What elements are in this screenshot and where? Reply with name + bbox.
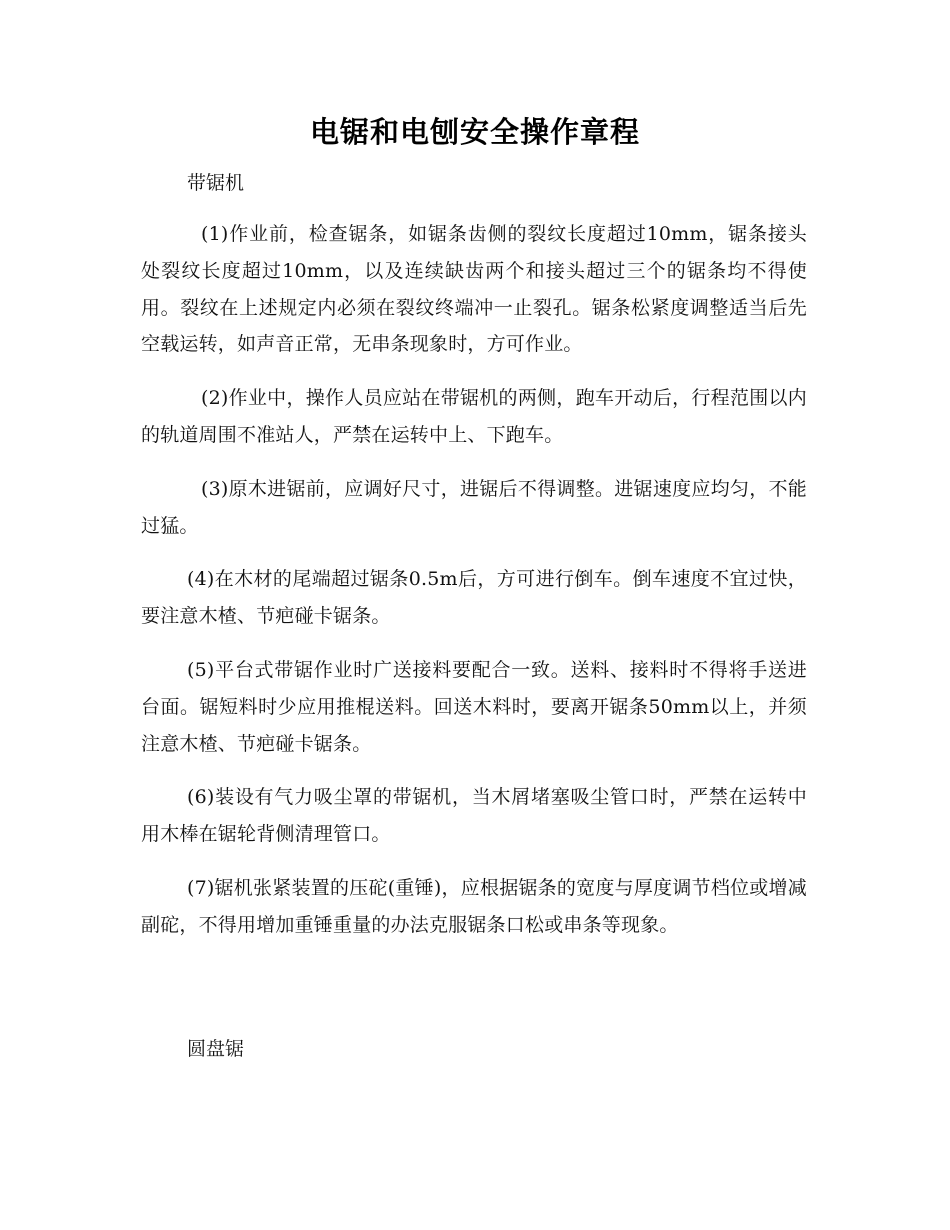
paragraph-5: (5)平台式带锯作业时广送接料要配合一致。送料、接料时不得将手送进台面。锯短料时少应用推棍送料。回送木料时，要离开锯条50mm以上，并须注意木楂、节疤碰卡锯条。	[141, 658, 807, 755]
paragraph-2: (2)作业中，操作人员应站在带锯机的两侧，跑车开动后，行程范围以内的轨道周围不准站人，严禁在运转中上、下跑车。	[141, 387, 807, 446]
paragraph-1: (1)作业前，检查锯条，如锯条齿侧的裂纹长度超过10mm，锯条接头处裂纹长度超过10mm，以及连续缺齿两个和接头超过三个的锯条均不得使用。裂纹在上述规定内必须在裂纹终端冲一止裂孔。锯条松紧度调整适当后先空载运转，如声音正常，无串条现象时，方可作业。	[141, 223, 807, 356]
section-heading-band-saw: 带锯机	[187, 172, 245, 194]
section-heading-circular-saw: 圆盘锯	[187, 1038, 245, 1060]
document-body	[141, 216, 807, 961]
paragraph-7: (7)锯机张紧装置的压砣(重锤)，应根据锯条的宽度与厚度调节档位或增减副砣，不得用增加重锤重量的办法克服锯条口松或串条等现象。	[141, 876, 807, 936]
paragraph-4: (4)在木材的尾端超过锯条0.5m后，方可进行倒车。倒车速度不宜过快，要注意木楂、节疤碰卡锯条。	[141, 568, 807, 628]
document-title: 电锯和电刨安全操作章程	[309, 115, 640, 149]
paragraph-3: (3)原木进锯前，应调好尺寸，进锯后不得调整。进锯速度应均匀，不能过猛。	[141, 477, 807, 537]
paragraph-6: (6)装设有气力吸尘罩的带锯机，当木屑堵塞吸尘管口时，严禁在运转中用木棒在锯轮背侧清理管口。	[141, 786, 807, 846]
